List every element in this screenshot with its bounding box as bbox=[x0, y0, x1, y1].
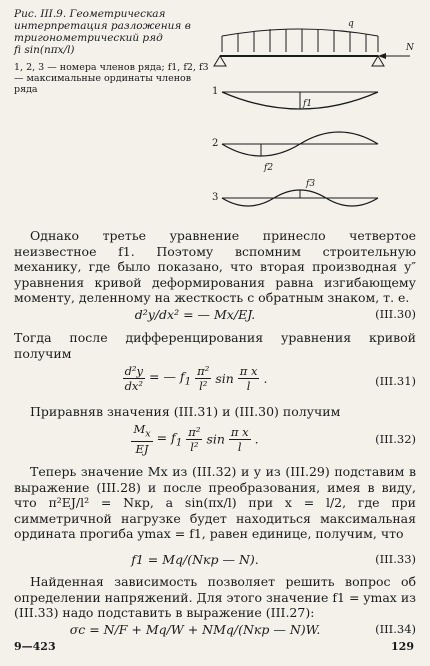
paragraph-2: Тогда после дифференцирования уравнения кривой получим bbox=[14, 330, 416, 361]
curve-number-2: 2 bbox=[212, 138, 219, 149]
equation-34-number: (III.34) bbox=[375, 622, 416, 636]
equation-31-body: $\frac{\text{d²y}}{\text{dx²}}$ = — $f_1$ $\frac{\text{π²}}{\text{l²}}$ sin $\frac{\text{π x}}{l}$ . bbox=[124, 364, 268, 393]
ordinate-f2: f2 bbox=[264, 163, 274, 173]
equation-32-body: $\frac{M_x}{EJ}$ = $f_1$ $\frac{\text{π²}}{\text{l²}}$ sin $\frac{\text{π x}}{l}$ . bbox=[133, 422, 259, 457]
paragraph-4: Теперь значение Mx из (III.32) и y из (III.29) подставим в выражение (III.28) и после преобразования, имея в виду, что π²EJ/l² = Nкр, а sin(πx/l) при x = l/2, где при симметричной нагрузке будет находиться максимальная ордината прогиба ymax = f1, равен единице, получим, что bbox=[14, 464, 416, 541]
paragraph-1: Однако третье уравнение принесло четвертое неизвестное f1. Поэтому вспомним строительную механику, где было показано, что вторая производная y″ уравнения кривой деформирования равна изгибающему моменту, деленному на жесткость с обратным знаком, т. е. bbox=[14, 228, 416, 305]
beam-figure bbox=[210, 14, 425, 219]
distributed-load bbox=[222, 29, 378, 52]
left-support bbox=[214, 56, 226, 66]
curve-number-1: 1 bbox=[212, 86, 219, 97]
equation-34 bbox=[0, 620, 430, 642]
equation-30-number: (III.30) bbox=[375, 307, 416, 321]
equation-32 bbox=[0, 420, 430, 460]
equation-32-number: (III.32) bbox=[375, 432, 416, 446]
load-label: q bbox=[348, 19, 354, 29]
printer-signature: 9—423 bbox=[14, 640, 56, 653]
ordinate-f3: f3 bbox=[306, 179, 316, 189]
ordinate-f1: f1 bbox=[303, 99, 313, 109]
curve-number-3: 3 bbox=[212, 192, 219, 203]
caption-legend: 1, 2, 3 — номера членов ряда; f1, f2, f3 — максимальные ординаты членов ряда bbox=[14, 62, 209, 95]
paragraph-5: Найденная зависимость позволяет решить вопрос об определении напряжений. Для этого значение f1 = ymax из (III.33) надо подставить в выражение (III.27): bbox=[14, 574, 416, 620]
equation-31-number: (III.31) bbox=[375, 374, 416, 388]
equation-30 bbox=[0, 305, 430, 327]
equation-31 bbox=[0, 362, 430, 402]
equation-34-body: σc = N/F + Mq/W + NMq/(Nкр — N)W. bbox=[69, 622, 321, 637]
equation-33-number: (III.33) bbox=[375, 552, 416, 566]
force-label: N bbox=[406, 43, 414, 53]
equation-30-body: d²y/dx² = — Mx/EJ. bbox=[134, 307, 256, 322]
equation-33-body: f1 = Mq/(Nкр — N). bbox=[131, 552, 259, 567]
page-number: 129 bbox=[391, 640, 414, 653]
paragraph-3: Приравняв значения (III.31) и (III.30) получим bbox=[30, 404, 341, 419]
equation-33 bbox=[0, 550, 430, 572]
beam-diagram bbox=[210, 14, 425, 219]
caption-title: Рис. III.9. Геометрическая интерпретация разложения в тригонометрический ряд bbox=[14, 8, 191, 44]
figure-caption bbox=[14, 8, 214, 95]
caption-formula: fi sin(nπx/l) bbox=[14, 44, 75, 56]
